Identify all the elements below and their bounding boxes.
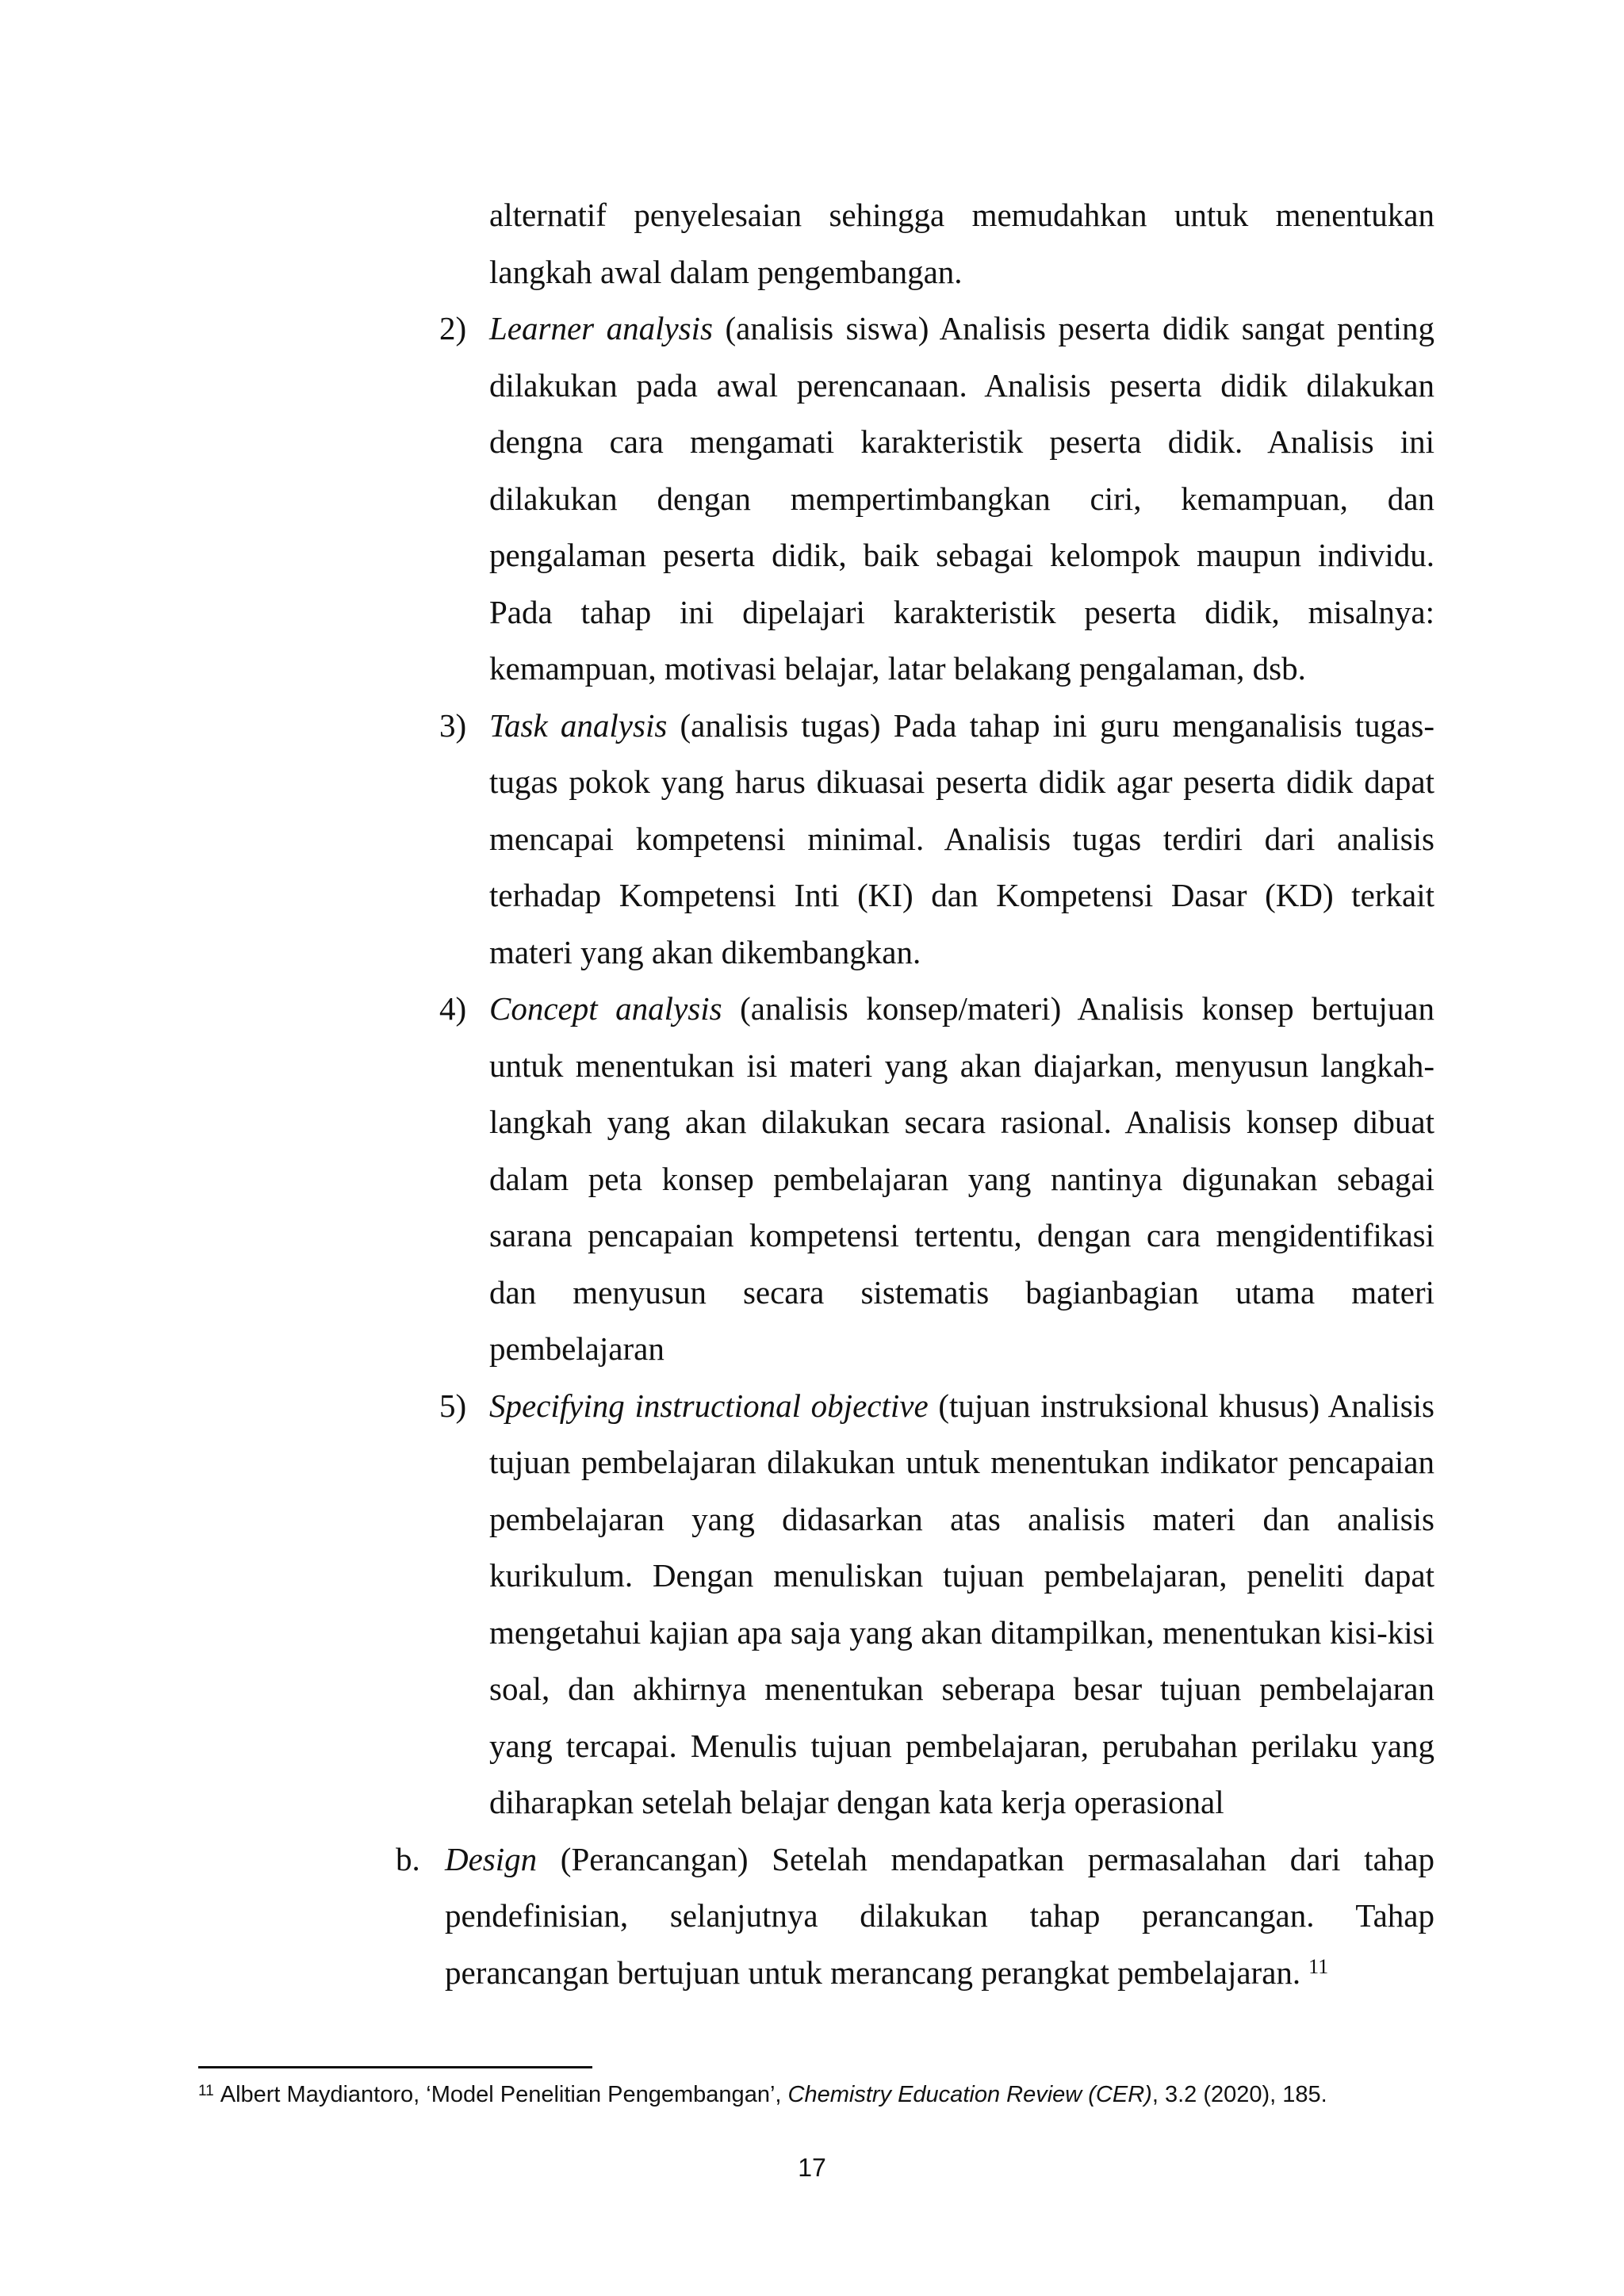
item-text: (Perancangan) Setelah mendapatkan permasalahan dari tahap pendefinisian, selanjutnya dilakukan tahap perancangan. Tahap perancangan bertujuan untuk merancang perangkat pembelajaran. <box>445 1840 1434 1991</box>
item-term: Concept analysis <box>489 990 722 1027</box>
list-item-concept-analysis <box>439 981 1434 1378</box>
body-text <box>0 187 1624 2001</box>
list-item-task-analysis <box>439 698 1434 982</box>
item-term: Task analysis <box>489 706 668 744</box>
footnote <box>198 2079 1435 2110</box>
item-text: (tujuan instruksional khusus) Analisis tujuan pembelajaran dilakukan untuk menentukan indikator pencapaian pembelajaran yang didasarkan atas analisis materi dan analisis kurikulum. Dengan menuliskan tujuan pembelajaran, peneliti dapat mengetahui kajian apa saja yang akan ditampilkan, menentukan kisi-kisi soal, dan akhirnya menentukan seberapa besar tujuan pembelajaran yang tercapai. Menulis tujuan pembelajaran, perubahan perilaku yang diharapkan setelah belajar dengan kata kerja operasional <box>489 1387 1435 1820</box>
item-term: Learner analysis <box>489 310 713 346</box>
list-number: 2) <box>439 310 467 346</box>
item-term: Specifying instructional objective <box>489 1387 929 1424</box>
item-term: Design <box>445 1840 538 1877</box>
list-number: 5) <box>439 1387 467 1424</box>
footnote-reference[interactable]: 11 <box>1308 1954 1329 1978</box>
list-number: 4) <box>439 990 467 1027</box>
item-text: (analisis konsep/materi) Analisis konsep bertujuan untuk menentukan isi materi yang akan diajarkan, menyusun langkah-langkah yang akan dilakukan secara rasional. Analisis konsep dibuat dalam peta konsep pembelajaran yang nantinya digunakan sebagai sarana pencapaian kompetensi tertentu, dengan cara mengidentifikasi dan menyusun secara sistematis bagianbagian utama materi pembelajaran <box>489 990 1434 1367</box>
footnote-journal: Chemistry Education Review (CER) <box>787 2082 1152 2107</box>
list-letter: b. <box>396 1840 420 1877</box>
page-number: 17 <box>798 2153 826 2182</box>
list-number: 3) <box>439 706 467 744</box>
footnote-text-end: , 3.2 (2020), 185. <box>1151 2082 1327 2107</box>
list-item-design <box>396 1831 1434 2002</box>
item-text: (analisis siswa) Analisis peserta didik sangat penting dilakukan pada awal perencanaan. Analisis peserta didik dilakukan dengna cara mengamati karakteristik peserta didik. Analisis ini dilakukan dengan mempertimbangkan ciri, kemampuan, dan pengalaman peserta didik, baik sebagai kelompok maupun individu. Pada tahap ini dipelajari karakteristik peserta didik, misalnya: kemampuan, motivasi belajar, latar belakang pengalaman, dsb. <box>489 310 1434 687</box>
footnote-separator <box>198 2066 592 2068</box>
footnote-marker: 11 <box>198 2083 214 2099</box>
item-text: (analisis tugas) Pada tahap ini guru menganalisis tugas-tugas pokok yang harus dikuasai peserta didik agar peserta didik dapat mencapai kompetensi minimal. Analisis tugas terdiri dari analisis terhadap Kompetensi Inti (KI) dan Kompetensi Dasar (KD) terkait materi yang akan dikembangkan. <box>489 706 1434 970</box>
list-item-learner-analysis <box>439 300 1434 698</box>
continuation-paragraph: alternatif penyelesaian sehingga memudahkan untuk menentukan langkah awal dalam pengembangan. <box>489 197 1434 290</box>
footnote-text: Albert Maydiantoro, ‘Model Penelitian Pengembangan’, <box>220 2082 788 2107</box>
list-item-instructional-objective <box>439 1378 1435 1831</box>
